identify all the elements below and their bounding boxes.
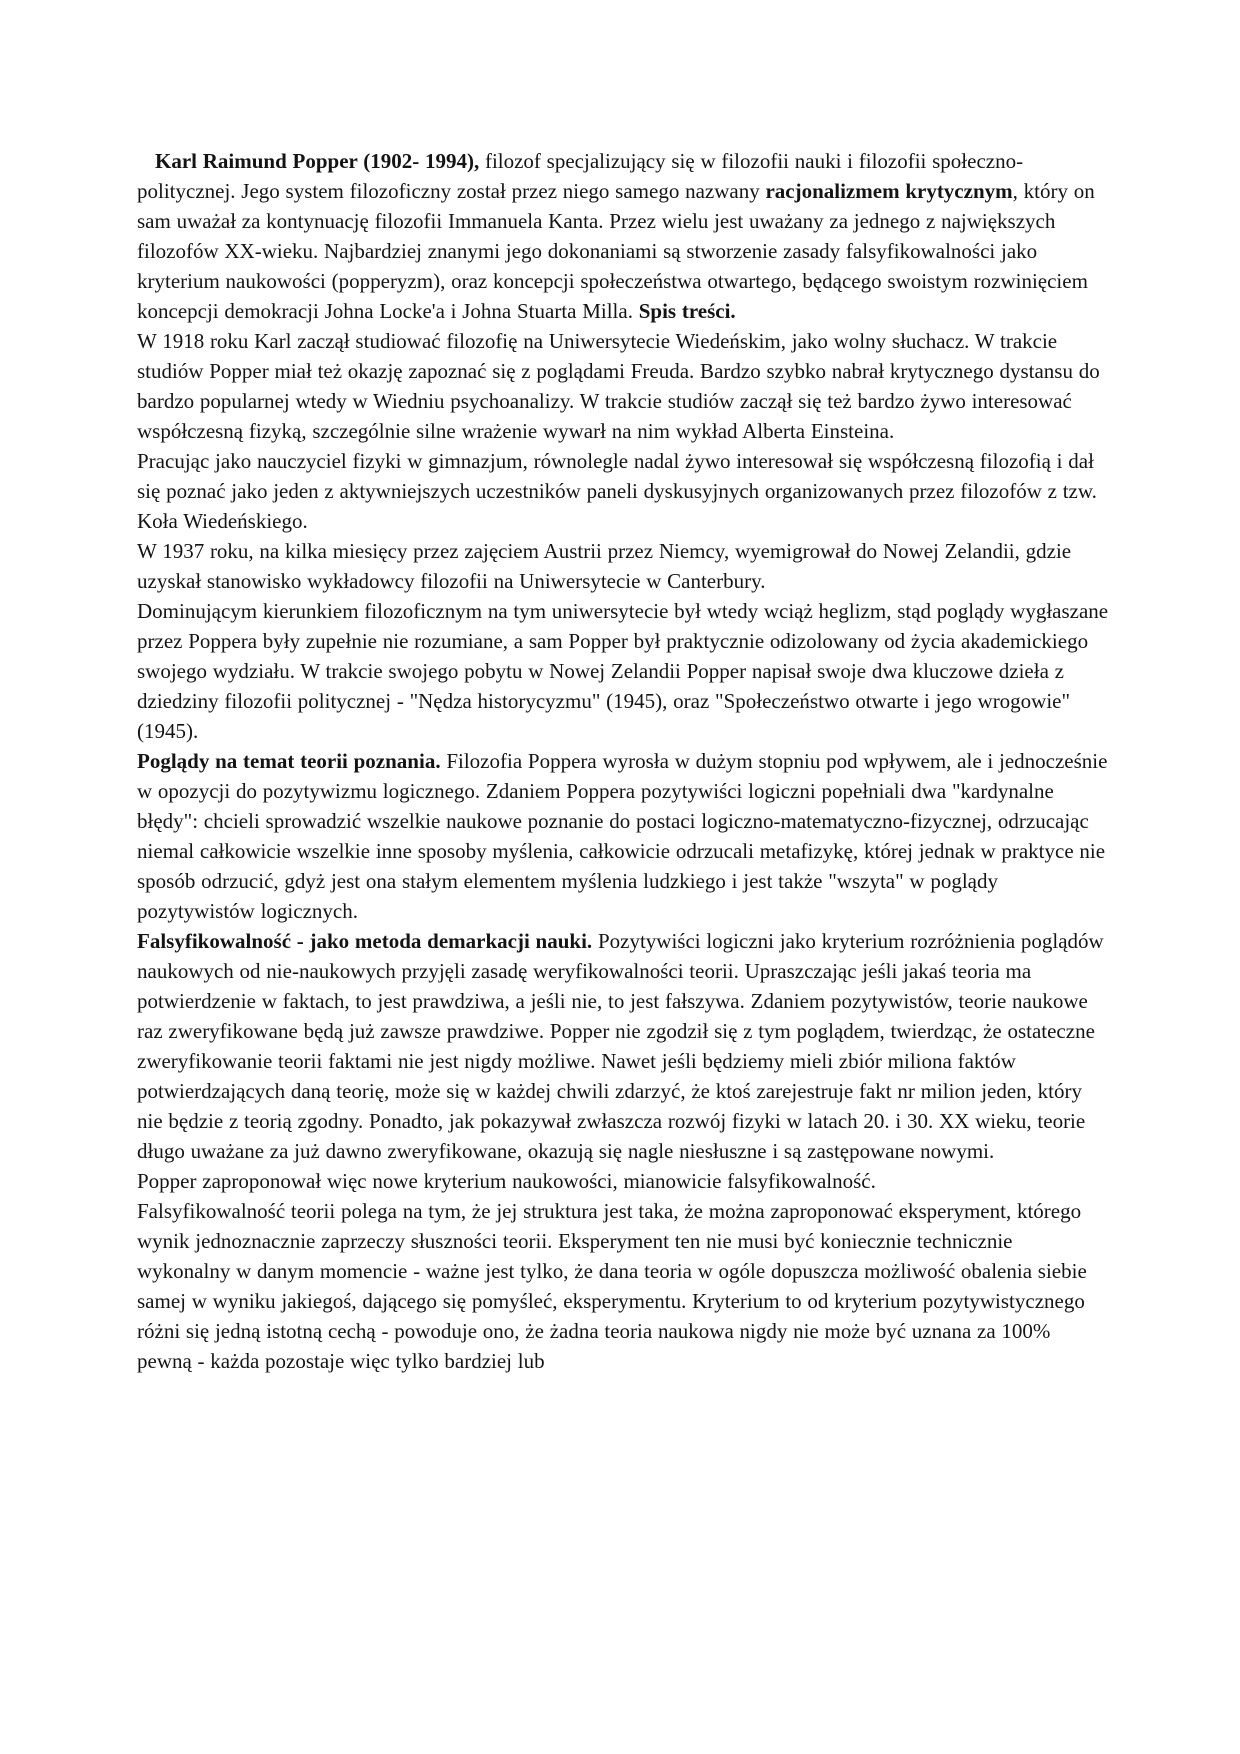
paragraph bbox=[137, 536, 1109, 596]
text-run: Falsyfikowalność teorii polega na tym, że jej struktura jest taka, że można zaproponować eksperyment, którego wynik jednoznacznie zaprzeczy słuszności teorii. Eksperyment ten nie musi być koniecznie technicznie wykonalny w danym momencie - ważne jest tylko, że dana teoria w ogóle dopuszcza możliwość obalenia siebie samej w wyniku jakiegoś, dającego się pomyśleć, eksperymentu. Kryterium to od kryterium pozytywistycznego różni się jedną istotną cechą - powoduje ono, że żadna teoria naukowa nigdy nie może być uznana za 100% pewną - każda pozostaje więc tylko bardziej lub bbox=[137, 1199, 1087, 1373]
text-run: Dominującym kierunkiem filozoficznym na tym uniwersytecie był wtedy wciąż heglizm, stąd poglądy wygłaszane przez Poppera były zupełnie nie rozumiane, a sam Popper był praktycznie odizolowany od życia akademickiego swojego wydziału. W trakcie swojego pobytu w Nowej Zelandii Popper napisał swoje dwa kluczowe dzieła z dziedziny filozofii politycznej - "Nędza historycyzmu" (1945), oraz "Społeczeństwo otwarte i jego wrogowie" (1945). bbox=[137, 599, 1109, 743]
bold-text-run: Karl Raimund Popper (1902- 1994), bbox=[155, 149, 485, 173]
text-run: W 1918 roku Karl zaczął studiować filozofię na Uniwersytecie Wiedeńskim, jako wolny słuchacz. W trakcie studiów Popper miał też okazję zapoznać się z poglądami Freuda. Bardzo szybko nabrał krytycznego dystansu do bardzo popularnej wtedy w Wiedniu psychoanalizy. W trakcie studiów zaczął się też bardzo żywo interesować współczesną fizyką, szczególnie silne wrażenie wywarł na nim wykład Alberta Einsteina. bbox=[137, 329, 1100, 443]
bold-text-run: Falsyfikowalność - jako metoda demarkacji nauki. bbox=[137, 929, 598, 953]
paragraph bbox=[137, 326, 1109, 446]
document-body bbox=[137, 146, 1109, 1376]
paragraph bbox=[137, 1196, 1109, 1376]
bold-text-run: Poglądy na temat teorii poznania. bbox=[137, 749, 447, 773]
text-run: Pozytywiści logiczni jako kryterium rozróżnienia poglądów naukowych od nie-naukowych przyjęli zasadę weryfikowalności teorii. Upraszczając jeśli jakaś teoria ma potwierdzenie w faktach, to jest prawdziwa, a jeśli nie, to jest fałszywa. Zdaniem pozytywistów, teorie naukowe raz zweryfikowane będą już zawsze prawdziwe. Popper nie zgodził się z tym poglądem, twierdząc, że ostateczne zweryfikowanie teorii faktami nie jest nigdy możliwe. Nawet jeśli będziemy mieli zbiór miliona faktów potwierdzających daną teorię, może się w każdej chwili zdarzyć, że ktoś zarejestruje fakt nr milion jeden, który nie będzie z teorią zgodny. Ponadto, jak pokazywał zwłaszcza rozwój fizyki w latach 20. i 30. XX wieku, teorie długo uważane za już dawno zweryfikowane, okazują się nagle niesłuszne i są zastępowane nowymi. bbox=[137, 929, 1104, 1163]
paragraph bbox=[137, 596, 1109, 746]
text-run: Pracując jako nauczyciel fizyki w gimnazjum, równolegle nadal żywo interesował się współczesną filozofią i dał się poznać jako jeden z aktywniejszych uczestników paneli dyskusyjnych organizowanych przez filozofów z tzw. Koła Wiedeńskiego. bbox=[137, 449, 1097, 533]
bold-text-run: racjonalizmem krytycznym bbox=[765, 179, 1013, 203]
paragraph bbox=[137, 746, 1109, 926]
paragraph bbox=[137, 446, 1109, 536]
paragraph bbox=[137, 1166, 1109, 1196]
text-run: , który on sam uważał za kontynuację filozofii Immanuela Kanta. Przez wielu jest uważany za jednego z największych filozofów XX-wieku. Najbardziej znanymi jego dokonaniami są stworzenie zasady falsyfikowalności jako kryterium naukowości (popperyzm), oraz koncepcji społeczeństwa otwartego, będącego swoistym rozwinięciem koncepcji demokracji Johna Locke'a i Johna Stuarta Milla. bbox=[137, 179, 1095, 323]
text-run: Popper zaproponował więc nowe kryterium naukowości, mianowicie falsyfikowalność. bbox=[137, 1169, 876, 1193]
text-run: filozof specjalizujący się w filozofii nauki i filozofii społeczno-politycznej. Jego system filozoficzny został przez niego samego nazwany bbox=[137, 149, 1024, 203]
text-run: W 1937 roku, na kilka miesięcy przez zajęciem Austrii przez Niemcy, wyemigrował do Nowej Zelandii, gdzie uzyskał stanowisko wykładowcy filozofii na Uniwersytecie w Canterbury. bbox=[137, 539, 1072, 593]
bold-text-run: Spis treści. bbox=[638, 299, 736, 323]
text-run: Filozofia Poppera wyrosła w dużym stopniu pod wpływem, ale i jednocześnie w opozycji do pozytywizmu logicznego. Zdaniem Poppera pozytywiści logiczni popełniali dwa "kardynalne błędy": chcieli sprowadzić wszelkie naukowe poznanie do postaci logiczno-matematyczno-fizycznej, odrzucając niemal całkowicie wszelkie inne sposoby myślenia, całkowicie odrzucali metafizykę, której jednak w praktyce nie sposób odrzucić, gdyż jest ona stałym elementem myślenia ludzkiego i jest także "wszyta" w poglądy pozytywistów logicznych. bbox=[137, 749, 1108, 923]
paragraph bbox=[137, 146, 1109, 326]
paragraph bbox=[137, 926, 1109, 1166]
